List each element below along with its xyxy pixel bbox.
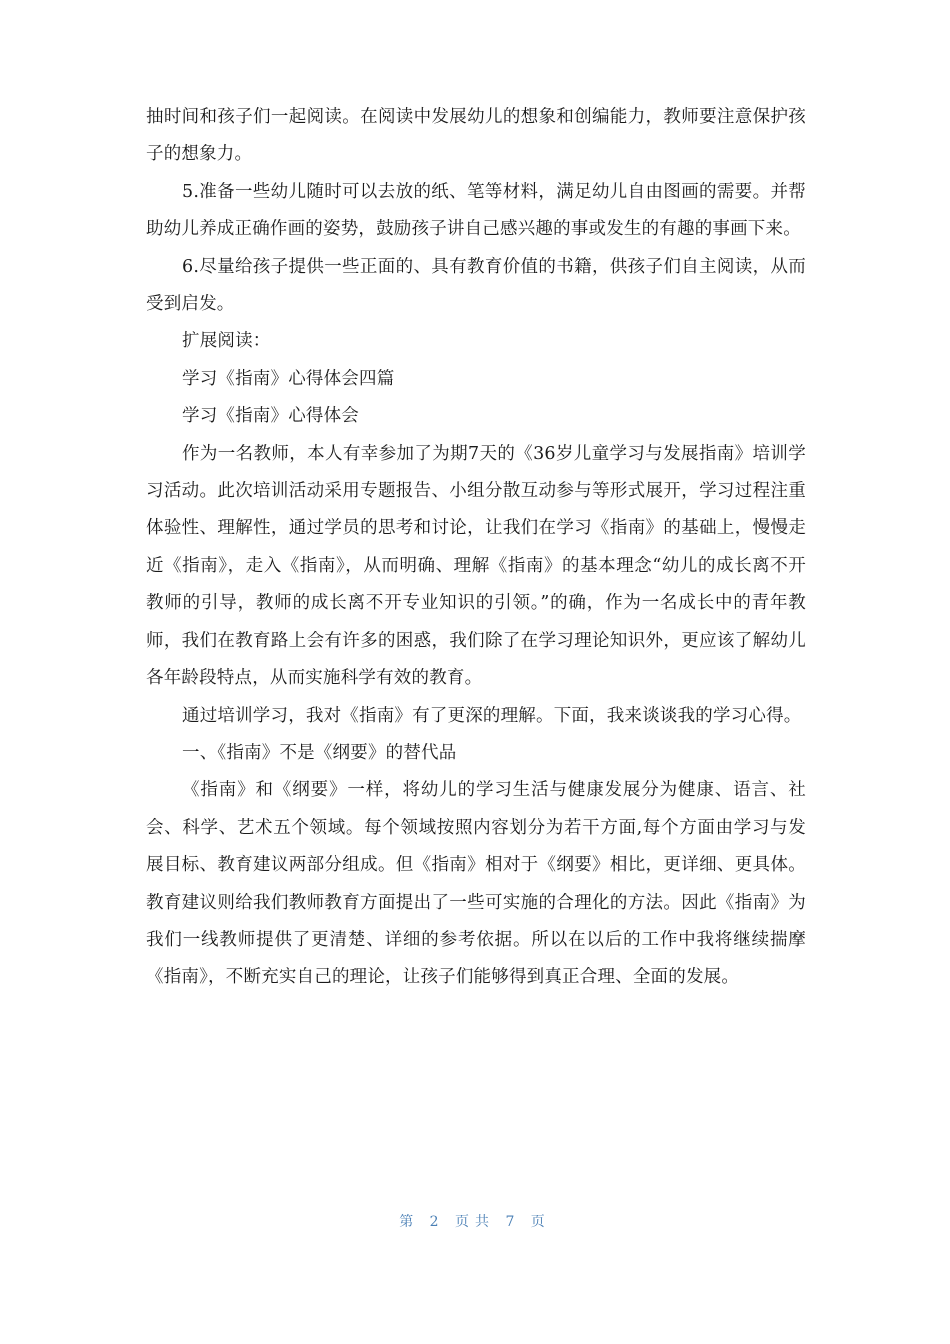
paragraph-continued-reading: 抽时间和孩子们一起阅读。在阅读中发展幼儿的想象和创编能力，教师要注意保护孩子的想象力。 (146, 107, 806, 165)
paragraph-item-5: 5.准备一些幼儿随时可以去放的纸、笔等材料，满足幼儿自由图画的需要。并帮助幼儿养成正确作画的姿势，鼓励孩子讲自己感兴趣的事或发生的有趣的事画下来。 (146, 181, 806, 240)
heading-section-one: 一、《指南》不是《纲要》的替代品 (182, 742, 457, 763)
paragraph-section-one-body: 《指南》和《纲要》一样，将幼儿的学习生活与健康发展分为健康、语言、社会、科学、艺术五个领域。每个领域按照内容划分为若干方面,每个方面由学习与发展目标、教育建议两部分组成。但《指南》相对于《纲要》相比，更详细、更具体。教育建议则给我们教师教育方面提出了一些可实施的合理化的方法。因此《指南》为我们一线教师提供了更清楚、详细的参考依据。所以在以后的工作中我将继续揣摩《指南》，不断充实自己的理论，让孩子们能够得到真正合理、全面的发展。 (146, 780, 806, 988)
page-number-footer: 第 2 页共 7 页 (399, 1214, 551, 1230)
heading-article-title: 学习《指南》心得体会 (182, 406, 359, 427)
paragraph-extended-reading: 扩展阅读： (182, 331, 271, 352)
document-body (146, 99, 806, 997)
paragraph-intro: 作为一名教师，本人有幸参加了为期7天的《36岁儿童学习与发展指南》培训学习活动。此次培训活动采用专题报告、小组分散互动参与等形式展开，学习过程注重体验性、理解性，通过学员的思考和讨论，让我们在学习《指南》的基础上，慢慢走近《指南》，走入《指南》，从而明确、理解《指南》的基本理念“幼儿的成长离不开教师的引导，教师的成长离不开专业知识的引领。”的确，作为一名成长中的青年教师，我们在教育路上会有许多的困惑，我们除了在学习理论知识外，更应该了解幼儿各年龄段特点，从而实施科学有效的教育。 (146, 443, 806, 689)
heading-article-series: 学习《指南》心得体会四篇 (182, 368, 395, 389)
paragraph-item-6: 6.尽量给孩子提供一些正面的、具有教育价值的书籍，供孩子们自主阅读，从而受到启发。 (146, 256, 806, 315)
paragraph-through-training: 通过培训学习，我对《指南》有了更深的理解。下面，我来谈谈我的学习心得。 (182, 705, 802, 726)
